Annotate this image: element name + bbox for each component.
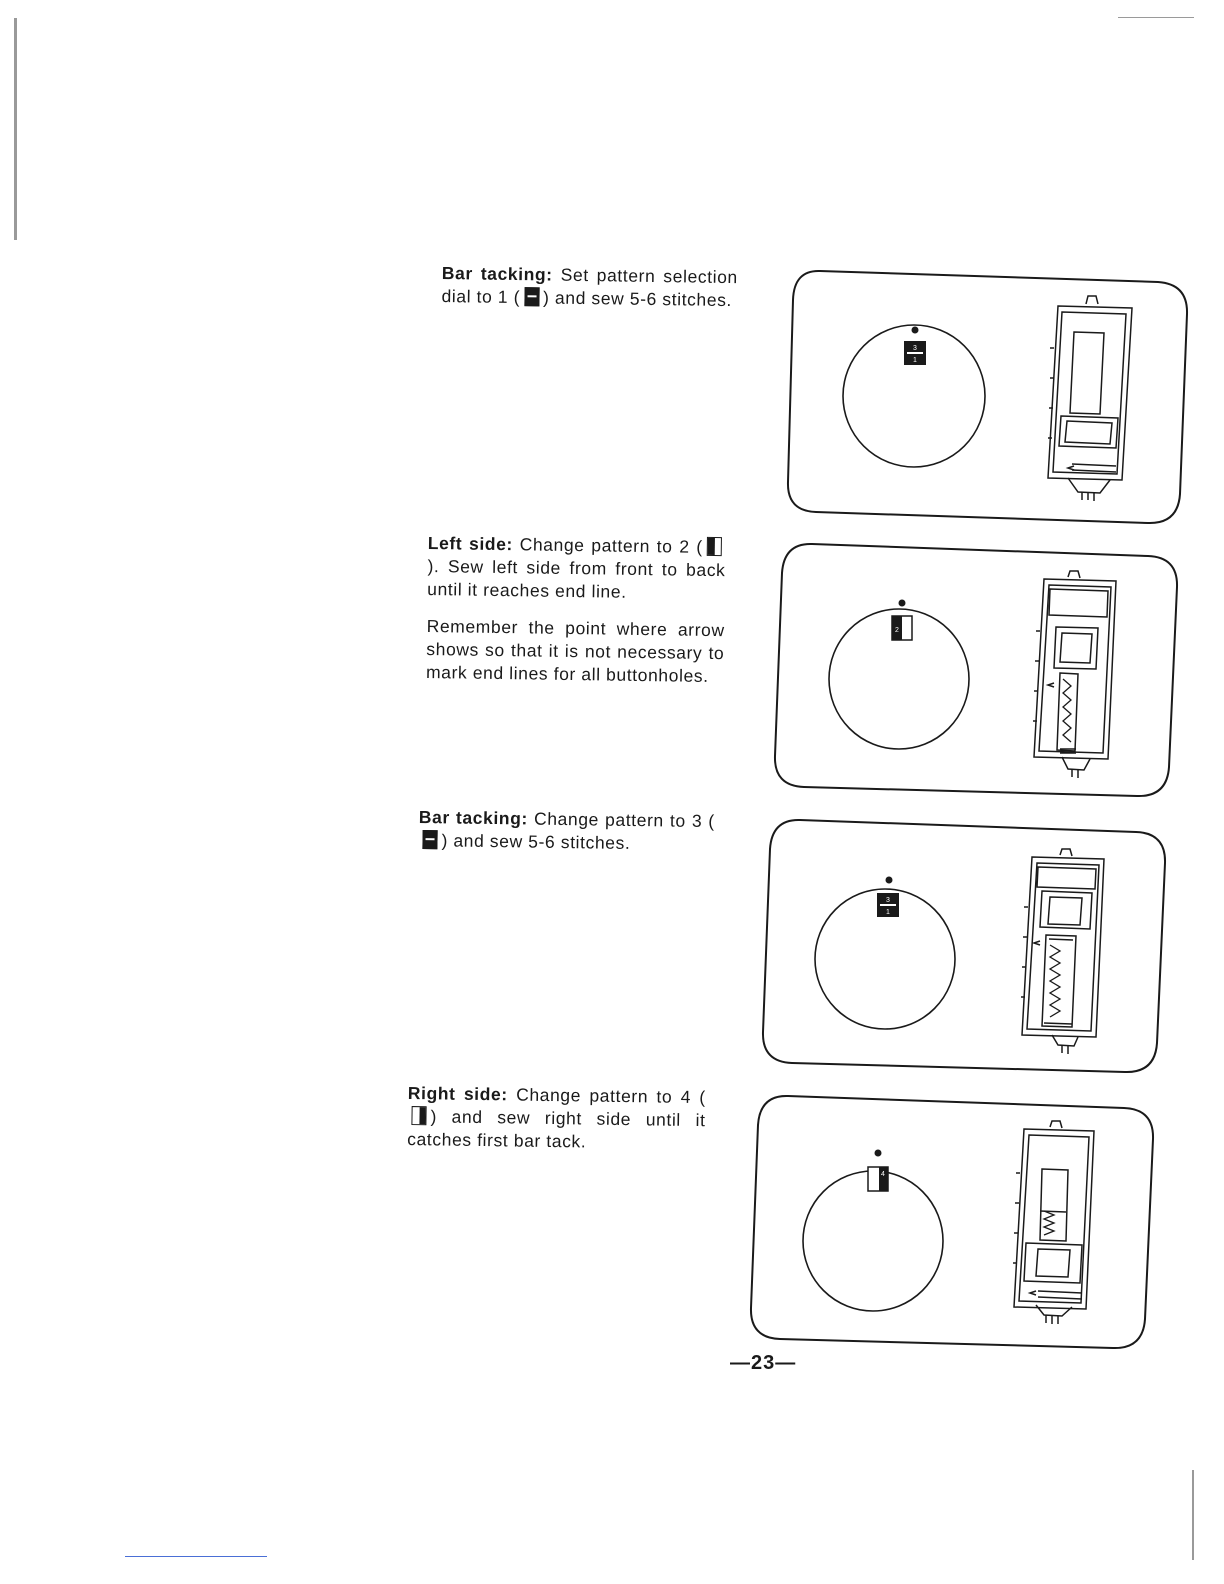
step-2-illustration xyxy=(772,541,1182,803)
step-4-text xyxy=(407,1082,706,1169)
dial-mark-top: 3 xyxy=(913,345,917,352)
scan-edge-top-right xyxy=(1118,17,1194,18)
step-4-label: Right side: xyxy=(407,1082,508,1105)
panel-frame xyxy=(763,820,1165,1072)
dial-pointer-dot xyxy=(875,1150,882,1157)
step-4-text-after: ) and sew right side until it catches first bar tack. xyxy=(407,1106,706,1152)
pattern-4-right-side-icon xyxy=(411,1106,426,1125)
step-3-text-after: ) and sew 5-6 stitches. xyxy=(441,830,631,853)
buttonhole-foot xyxy=(1021,849,1104,1054)
dial-pointer-dot xyxy=(912,327,919,334)
step-1-text-after: ) and sew 5-6 stitches. xyxy=(542,287,733,311)
dial-mark: 4 xyxy=(881,1171,885,1178)
step-3-text-before: Change pattern to 3 ( xyxy=(533,808,715,832)
pattern-dial xyxy=(843,325,985,467)
step-4-illustration xyxy=(748,1093,1158,1355)
dial-pointer-dot xyxy=(899,600,906,607)
panel-frame xyxy=(775,544,1177,796)
step-1-text xyxy=(441,262,738,326)
buttonhole-foot xyxy=(1013,1121,1094,1324)
step-2-text-before: Change pattern to 2 ( xyxy=(519,534,703,557)
step-1-illustration xyxy=(786,268,1192,530)
pattern-dial xyxy=(829,600,969,750)
pattern-2-left-side-icon xyxy=(707,537,722,556)
page-number: —23— xyxy=(730,1352,797,1374)
step-1-text-before: Set pattern selection dial to 1 ( xyxy=(441,264,738,308)
step-2-note: Remember the point where arrow shows so that it is not necessary to mark end lines for all buttonholes. xyxy=(425,615,725,686)
dial-mark-bottom: 1 xyxy=(913,357,917,364)
step-1-label: Bar tacking: xyxy=(441,262,553,285)
buttonhole-foot xyxy=(1048,296,1132,501)
step-2-label: Left side: xyxy=(427,532,514,555)
dial-pointer-dot xyxy=(886,877,893,884)
step-2-text-after: ). Sew left side from front to back until it reaches end line. xyxy=(427,555,726,602)
pattern-1-bar-tack-icon xyxy=(524,287,539,306)
dial-mark-top: 3 xyxy=(886,897,890,904)
step-4-text-before: Change pattern to 4 ( xyxy=(516,1084,706,1108)
footer-rule xyxy=(125,1556,267,1557)
dial-mark-bottom: 1 xyxy=(886,909,890,916)
pattern-dial xyxy=(815,877,955,1030)
step-3-text xyxy=(418,806,715,870)
dial-mark: 2 xyxy=(895,627,899,634)
buttonhole-foot xyxy=(1033,571,1116,778)
step-3-illustration xyxy=(760,817,1170,1079)
step-3-label: Bar tacking: xyxy=(418,806,529,829)
pattern-3-bar-tack-icon xyxy=(422,830,437,849)
scan-edge-bottom-right xyxy=(1192,1470,1194,1560)
panel-frame xyxy=(751,1096,1153,1348)
step-2-text xyxy=(426,532,726,702)
pattern-dial xyxy=(803,1150,943,1312)
scan-edge-left xyxy=(14,18,17,240)
